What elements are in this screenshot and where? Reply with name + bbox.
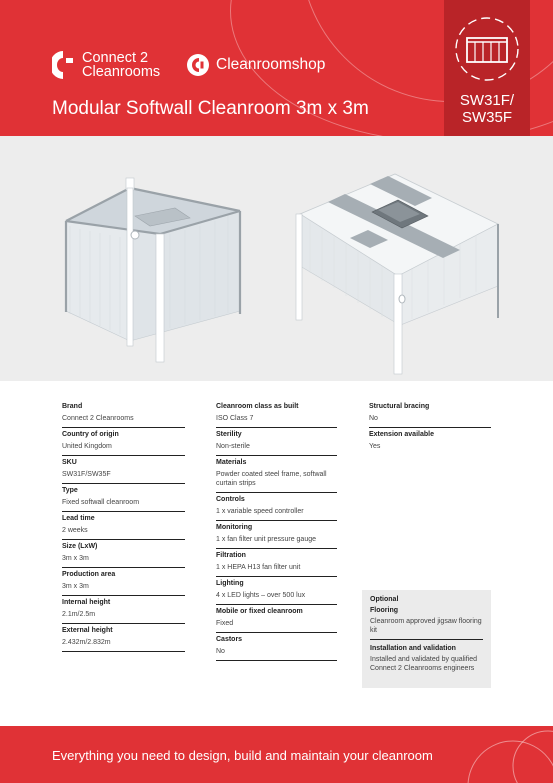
spec-brand: [62, 400, 185, 428]
spec-label: Type: [62, 487, 78, 494]
spec-label: Filtration: [216, 552, 246, 559]
spec-internal-height: [62, 596, 185, 624]
spec-label: Cleanroom class as built: [216, 403, 299, 410]
product-code-line1: SW31F/: [459, 92, 515, 109]
spec-value: Non-sterile: [216, 443, 250, 450]
spec-value: 3m x 3m: [62, 555, 89, 562]
header-banner: [0, 0, 553, 136]
specs-column-1: [62, 400, 185, 652]
spec-value: Fixed: [216, 620, 234, 627]
spec-value: 1 x HEPA H13 fan filter unit: [216, 564, 301, 571]
spec-value: 2.432m/2.832m: [62, 639, 111, 646]
page-title: Modular Softwall Cleanroom 3m x 3m: [52, 98, 369, 119]
spec-value: No: [216, 648, 225, 655]
spec-label: Mobile or fixed cleanroom: [216, 608, 303, 615]
spec-external-height: [62, 624, 185, 652]
spec-value: ISO Class 7: [216, 415, 254, 422]
spec-label: Internal height: [62, 599, 111, 606]
spec-label: Lighting: [216, 580, 244, 587]
specs-column-2: [216, 400, 337, 661]
spec-value: Yes: [369, 443, 381, 450]
spec-sterility: [216, 428, 337, 456]
optional-box: [362, 590, 491, 688]
spec-filtration: [216, 549, 337, 577]
spec-sku: [62, 456, 185, 484]
spec-mobile-or-fixed: [216, 605, 337, 633]
spec-label: Monitoring: [216, 524, 253, 531]
product-code: [444, 92, 530, 126]
footer-banner: [0, 726, 553, 783]
product-code-box: [444, 0, 530, 136]
cleanroomshop-logo[interactable]: [186, 53, 325, 77]
spec-label: Castors: [216, 636, 243, 643]
spec-value: Powder coated steel frame, softwall curtain strips: [216, 471, 327, 487]
spec-label: Structural bracing: [369, 403, 430, 410]
spec-label: External height: [62, 627, 113, 634]
spec-label: Controls: [216, 496, 245, 503]
c2c-logo-icon: [52, 50, 74, 80]
spec-value: Connect 2 Cleanrooms: [62, 415, 134, 422]
optional-install-value: Installed and validated by qualified Connect 2 Cleanrooms engineers: [370, 656, 478, 672]
spec-label: Sterility: [216, 431, 242, 438]
spec-value: Fixed softwall cleanroom: [62, 499, 140, 506]
spec-production-area: [62, 568, 185, 596]
spec-label: Lead time: [62, 515, 95, 522]
footer-tagline: Everything you need to design, build and maintain your cleanroom: [52, 748, 433, 763]
spec-label: Materials: [216, 459, 247, 466]
spec-value: 2.1m/2.5m: [62, 611, 96, 618]
optional-heading: Optional: [370, 596, 399, 603]
spec-value: 1 x variable speed controller: [216, 508, 304, 515]
spec-country-of-origin: [62, 428, 185, 456]
optional-install-label: Installation and validation: [370, 645, 456, 652]
spec-value: 3m x 3m: [62, 583, 89, 590]
spec-value: 4 x LED lights – over 500 lux: [216, 592, 306, 599]
specs-column-3: [369, 400, 491, 455]
spec-cleanroom-class: [216, 400, 337, 428]
spec-materials: [216, 456, 337, 493]
optional-flooring-label: Flooring: [370, 607, 398, 614]
optional-flooring-value: Cleanroom approved jigsaw flooring kit: [370, 618, 482, 634]
cleanroom-side-view: [0, 136, 553, 381]
softwall-cleanroom-icon: [452, 14, 522, 84]
logo-primary-line2: Cleanrooms: [82, 64, 161, 80]
product-images: [0, 136, 553, 381]
spec-structural-bracing: [369, 400, 491, 428]
spec-value: SW31F/SW35F: [62, 471, 111, 478]
spec-lighting: [216, 577, 337, 605]
divider: [370, 639, 483, 640]
connect2cleanrooms-logo[interactable]: [52, 50, 160, 80]
spec-value: No: [369, 415, 378, 422]
spec-label: Size (LxW): [62, 543, 98, 550]
spec-controls: [216, 493, 337, 521]
spec-size: [62, 540, 185, 568]
decorative-arcs: [443, 726, 553, 783]
spec-extension-available: [369, 428, 491, 455]
logo-primary-text: [82, 51, 160, 79]
logo-primary-line1: Connect 2: [82, 50, 149, 66]
spec-lead-time: [62, 512, 185, 540]
product-code-line2: SW35F: [461, 109, 512, 126]
cleanroomshop-logo-icon: [186, 53, 210, 77]
spec-type: [62, 484, 185, 512]
spec-label: SKU: [62, 459, 77, 466]
logo-secondary-text: Cleanroomshop: [216, 56, 326, 73]
spec-value: 1 x fan filter unit pressure gauge: [216, 536, 317, 543]
spec-monitoring: [216, 521, 337, 549]
spec-label: Production area: [62, 571, 116, 578]
spec-label: Brand: [62, 403, 83, 410]
spec-castors: [216, 633, 337, 661]
spec-value: 2 weeks: [62, 527, 88, 534]
spec-value: United Kingdom: [62, 443, 112, 450]
spec-label: Extension available: [369, 431, 434, 438]
spec-label: Country of origin: [62, 431, 119, 438]
